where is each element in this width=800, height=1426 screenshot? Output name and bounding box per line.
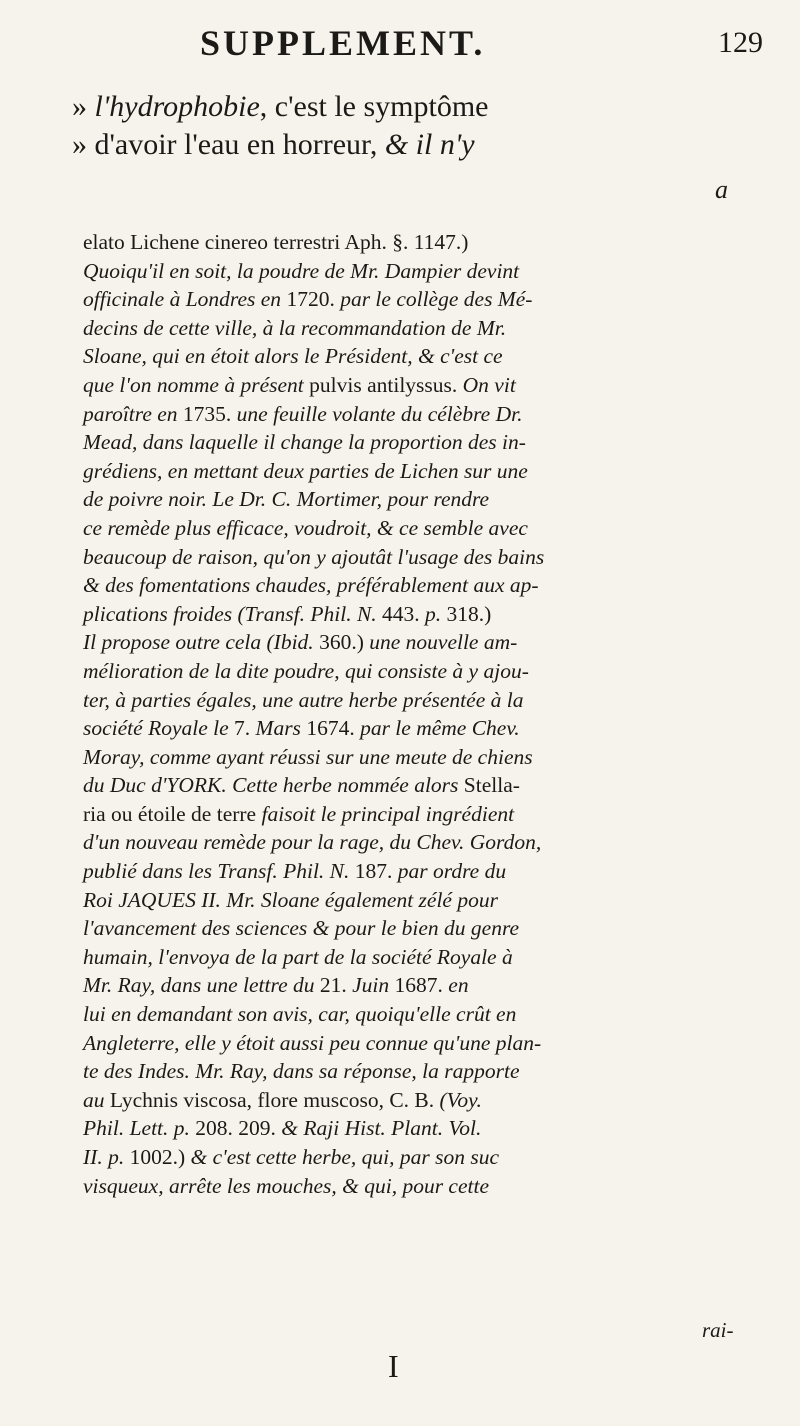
footnote-line-segment: par le même Chev. xyxy=(360,716,520,741)
footnote-line-segment: (Voy. xyxy=(439,1087,482,1112)
body-line-segment: » d'avoir l'eau en horreur, xyxy=(72,128,385,161)
footnote-line-segment: par le collège des Mé- xyxy=(340,287,533,312)
footnote-line-segment: que l'on nomme à présent xyxy=(83,372,310,397)
footnote-line xyxy=(83,314,773,343)
footnote-line-segment: Mr. Ray, dans une lettre du xyxy=(83,973,320,998)
footnote-line-segment: On vit xyxy=(462,372,516,397)
footnote-line xyxy=(83,628,773,657)
footnote-text xyxy=(83,228,773,1200)
footnote-line xyxy=(83,743,773,772)
footnote-line xyxy=(83,228,773,257)
footnote-line xyxy=(83,857,773,886)
footnote-line xyxy=(83,1000,773,1029)
footnote-line-segment: lui en demandant son avis, car, quoiqu'elle crût en xyxy=(83,1002,517,1027)
footnote-line-segment: grédiens, en mettant deux parties de Lichen sur une xyxy=(83,458,528,483)
footnote-line xyxy=(83,914,773,943)
footnote-line-segment: publié dans les Transf. Phil. N. xyxy=(83,859,355,884)
footnote-line xyxy=(83,371,773,400)
body-line-segment: & il n'y xyxy=(384,128,475,161)
running-header: SUPPLEMENT. xyxy=(200,23,486,63)
footnote-line xyxy=(83,571,773,600)
footnote-line-segment: en xyxy=(448,973,469,998)
footnote-line-segment: Angleterre, elle y étoit aussi peu connue qu'une plan- xyxy=(83,1030,542,1055)
footnote-line-segment: d'un nouveau remède pour la rage, du Chev. Gordon, xyxy=(83,830,542,855)
footnote-line-segment: société Royale le xyxy=(83,716,235,741)
footnote-line xyxy=(83,886,773,915)
footnote-line-segment: plications froides (Transf. Phil. N. xyxy=(83,601,383,626)
footnote-line-segment: 1735. xyxy=(182,401,237,426)
footnote-line-segment: Il propose outre cela (Ibid. xyxy=(83,630,320,655)
footnote-line-segment: 21. xyxy=(319,973,353,998)
footnote-line-segment: ce remède plus efficace, voudroit, & ce semble avec xyxy=(83,515,528,540)
footnote-line xyxy=(83,714,773,743)
footnote-line-segment: 1002.) xyxy=(129,1145,191,1169)
footnote-line-segment: faisoit le principal ingrédient xyxy=(261,801,515,826)
footnote-line-segment: 318.) xyxy=(446,601,492,626)
footnote-line-segment: 1720. xyxy=(286,287,341,312)
footnote-line-segment: 208. 209. xyxy=(195,1116,282,1141)
body-line xyxy=(72,88,762,126)
footnote-line-segment: 7. xyxy=(234,716,256,741)
footnote-line-segment: visqueux, arrête les mouches, & qui, pour cette xyxy=(83,1173,490,1198)
footnote-line-segment: Roi JAQUES II. Mr. Sloane également zélé pour xyxy=(83,887,498,912)
footnote-line-segment: mélioration de la dite poudre, qui consiste à y ajou- xyxy=(83,658,529,683)
main-text xyxy=(72,88,762,164)
footnote-line-segment: du Duc d'YORK. Cette herbe nommée alors xyxy=(83,773,464,798)
footnote-line xyxy=(83,342,773,371)
footnote-line-segment: Sloane, qui en étoit alors le Président, & c'est ce xyxy=(83,344,503,369)
footnote-line-segment: Mars xyxy=(255,716,307,741)
footnote-line-segment: 187. xyxy=(354,859,398,884)
footnote-line-segment: Quoiqu'il en soit, la poudre de Mr. Dampier devint xyxy=(83,258,520,283)
footnote-line xyxy=(83,257,773,286)
page-number: 129 xyxy=(718,26,763,59)
footnote-line xyxy=(83,457,773,486)
footnote-line xyxy=(83,428,773,457)
footnote-line xyxy=(83,514,773,543)
footnote-line-segment: ria ou étoile de terre xyxy=(83,801,262,826)
footnote-line xyxy=(83,771,773,800)
body-line xyxy=(72,126,762,164)
footnote-line xyxy=(83,828,773,857)
footnote-line-segment: II. p. xyxy=(83,1145,130,1169)
body-line-segment: » xyxy=(72,90,95,123)
footnote-line-segment: au xyxy=(83,1087,110,1112)
footnote-line xyxy=(83,1029,773,1058)
footnote-line-segment: Phil. Lett. p. xyxy=(83,1116,196,1141)
footnote-line-segment: Lychnis viscosa, flore muscoso, C. B. xyxy=(109,1087,440,1112)
footnote-line xyxy=(83,800,773,829)
footnote-line-segment: 1687. xyxy=(394,973,449,998)
footnote-line-segment: Juin xyxy=(352,973,395,998)
footnote-line xyxy=(83,686,773,715)
footnote-catchword: rai- xyxy=(702,1318,734,1342)
footnote-line-segment: Stella- xyxy=(463,773,520,798)
footnote-line-segment: humain, l'envoya de la part de la société Royale à xyxy=(83,944,513,969)
footnote-line-segment: elato Lichene cinereo terrestri Aph. §. 1147.) xyxy=(83,230,469,254)
footnote-line xyxy=(83,485,773,514)
footnote-line xyxy=(83,943,773,972)
footnote-line-segment: l'avancement des sciences & pour le bien du genre xyxy=(83,916,520,941)
footnote-line xyxy=(83,1114,773,1143)
footnote-line xyxy=(83,1143,773,1172)
footnote-line xyxy=(83,1172,773,1201)
footnote-line-segment: & c'est cette herbe, qui, par son suc xyxy=(190,1145,500,1169)
footnote-line xyxy=(83,600,773,629)
footnote-line-segment: de poivre noir. Le Dr. C. Mortimer, pour rendre xyxy=(83,487,490,512)
footnote-line-segment: officinale à Londres en xyxy=(83,287,287,312)
footnote-line-segment: te des Indes. Mr. Ray, dans sa réponse, la rapporte xyxy=(83,1059,520,1084)
footnote-line-segment: p. xyxy=(425,601,447,626)
footnote-line xyxy=(83,1057,773,1086)
footnote-line-segment: paroître en xyxy=(83,401,183,426)
catchword: a xyxy=(715,175,728,204)
footnote-line xyxy=(83,543,773,572)
footnote-line xyxy=(83,285,773,314)
footnote-line-segment: 443. xyxy=(382,601,426,626)
footnote-line xyxy=(83,657,773,686)
signature-mark: I xyxy=(388,1348,399,1384)
footnote-line-segment: par ordre du xyxy=(397,859,507,884)
footnote-line xyxy=(83,971,773,1000)
footnote-line-segment: & des fomentations chaudes, préférablement aux ap- xyxy=(83,573,539,598)
footnote-line-segment: beaucoup de raison, qu'on y ajoutât l'usage des bains xyxy=(83,544,545,569)
footnote-line xyxy=(83,400,773,429)
body-line-segment: l'hydrophobie xyxy=(94,90,260,123)
footnote-line-segment: & Raji Hist. Plant. Vol. xyxy=(281,1116,482,1141)
footnote-line-segment: 360.) xyxy=(319,630,370,655)
footnote-line-segment: decins de cette ville, à la recommandation de Mr. xyxy=(83,315,507,340)
footnote-line-segment: une nouvelle am- xyxy=(369,630,518,655)
body-line-segment: , c'est le symptôme xyxy=(259,90,489,123)
footnote-line-segment: Mead, dans laquelle il change la proportion des in- xyxy=(83,430,526,455)
footnote-line-segment: une feuille volante du célèbre Dr. xyxy=(236,401,523,426)
footnote-line-segment: 1674. xyxy=(306,716,361,741)
footnote-line-segment: pulvis antilyssus. xyxy=(309,372,463,397)
footnote-line xyxy=(83,1086,773,1115)
footnote-line-segment: ter, à parties égales, une autre herbe présentée à la xyxy=(83,687,524,712)
footnote-line-segment: Moray, comme ayant réussi sur une meute de chiens xyxy=(83,744,533,769)
